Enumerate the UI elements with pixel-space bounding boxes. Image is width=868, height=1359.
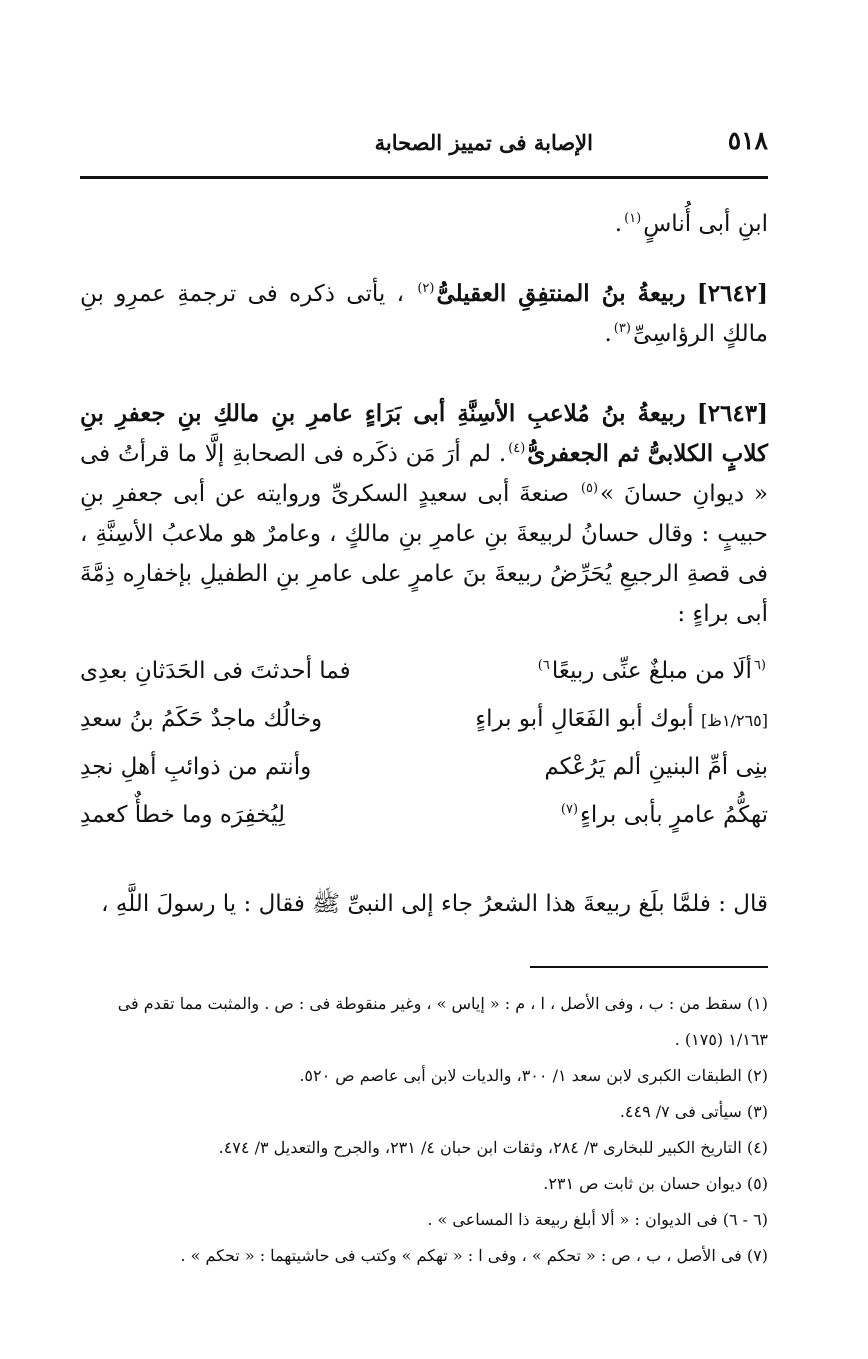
entry-text-2643-part1: . لم أرَ مَن ذكَره فى الصحابةِ إلَّا ما قرأتُ فى « ديوانِ حسانَ » <box>80 441 768 507</box>
footnote-separator <box>530 966 768 968</box>
poem <box>80 658 768 850</box>
footnote-ref-6-close: ٦) <box>537 658 550 674</box>
verse-1-first-hemistich: $^{(٦}$ألَا من مبلغٌ عنِّى ربيعًا$^{٦)}$ <box>537 658 766 684</box>
verse-3-first-hemistich: بنِى أمِّ البنينِ ألم يَرُعْكم <box>544 754 768 780</box>
verse-2-first-hemistich: [١/٢٦٥ظ] أبوك أبو الفَعَالِ أبو براءٍ <box>475 706 768 732</box>
verse-1-second-hemistich: فما أحدثتَ فى الحَدَثانِ بعدِى <box>80 658 351 684</box>
footnote-ref-2: (٢) <box>417 281 435 297</box>
footnote-ref-7: (٧) <box>560 802 579 818</box>
manuscript-ref: [١/٢٦٥ظ] <box>700 711 768 730</box>
verse-2-second-hemistich: وخالُك ماجدٌ حَكَمُ بنُ سعدِ <box>80 706 323 732</box>
verse-4-second-hemistich: لِيُخفِرَه وما خطأٌ كعمدِ <box>80 802 286 828</box>
entry-2643 <box>80 394 768 634</box>
entry-text-2642: ، يأتى ذكره فى ترجمةِ عمرِو بنِ مالكٍ الرؤاسِىِّ <box>80 281 768 347</box>
header-rule <box>80 176 768 179</box>
footnote-ref-6-open: (٦ <box>753 658 766 674</box>
footnote-7: (٧) فى الأصل ، ب ، ص : « تحكم » ، وفى ا : « تهكم » وكتب فى حاشيتهما : « تحكم » . <box>180 1246 768 1265</box>
entry-name-2642: ربيعةُ بنُ المنتفِقِ العقيلىُّ <box>436 280 686 307</box>
verse-4-first-hemistich: تهكُّمُ عامرٍ بأبى براءٍ$^{(٧)}$ <box>560 802 768 828</box>
entry-text-2643-part2: صنعةَ أبى سعيدٍ السكرىِّ وروايته عن أبى جعفرِ بنِ حبيبٍ : وقال حسانُ لربيعةَ بنِ عامرِ بنِ مالكٍ ، وعامرٌ هو ملاعبُ الأسِنَّةِ ، فى قصةِ الرجيعِ يُحَرِّضُ ربيعةَ بنَ عامرٍ على عامرِ بنِ الطفيلِ بإخفارِه ذِمَّةَ أبى براءٍ : <box>80 481 768 627</box>
verse-3 <box>80 754 768 802</box>
footnote-ref-3: (٣) <box>613 321 631 337</box>
continuation-end: . <box>614 211 623 237</box>
verse-4 <box>80 802 768 850</box>
footnote-3: (٣) سيأتى فى ٧/ ٤٤٩. <box>619 1102 768 1121</box>
footnote-ref-4: (٤) <box>508 441 526 457</box>
continuation-text: ابنِ أبى أُناسٍ <box>643 211 768 237</box>
continuation-paragraph <box>80 204 768 244</box>
footnotes <box>80 986 768 1274</box>
verse-2 <box>80 706 768 754</box>
entry-name-2643: ربيعةُ بنُ مُلاعبِ الأسِنَّةِ أبى بَرَاءٍ عامرِ بنِ مالكِ بنِ جعفرِ بنِ كلابٍ الكلابىُّ ثم الجعفرىُّ <box>80 400 768 467</box>
footnote-ref-1: (١) <box>624 211 642 227</box>
page-header <box>80 126 768 168</box>
verse-1 <box>80 658 768 706</box>
footnote-5: (٥) ديوان حسان بن ثابت ص ٢٣١. <box>543 1174 768 1193</box>
entry-number-2643: [٢٦٤٣] <box>696 400 769 427</box>
closing-paragraph: قال : فلمَّا بلَغ ربيعةَ هذا الشعرُ جاء إلى النبىِّ ﷺ فقال : يا رسولَ اللَّهِ ، <box>101 891 768 917</box>
page-number: ٥١٨ <box>727 126 768 155</box>
footnote-4: (٤) التاريخ الكبير للبخارى ٣/ ٢٨٤، وثقات ابن حبان ٤/ ٢٣١، والجرح والتعديل ٣/ ٤٧٤. <box>218 1138 768 1157</box>
footnote-1: (١) سقط من : ب ، وفى الأصل ، ا ، م : « إياس » ، وغير منقوطة فى : ص . والمثبت مما تقدم فى ١/١٦٣ (١٧٥) . <box>117 994 768 1049</box>
footnote-2: (٢) الطبقات الكبرى لابن سعد ١/ ٣٠٠، والديات لابن أبى عاصم ص ٥٢٠. <box>299 1066 768 1085</box>
entry-2642 <box>80 274 768 354</box>
verse-3-second-hemistich: وأنتم من ذوائبِ أهلِ نجدِ <box>80 754 312 780</box>
footnote-ref-5: (٥) <box>580 481 599 497</box>
running-title: الإصابة فى تمييز الصحابة <box>374 130 593 155</box>
entry-number-2642: [٢٦٤٢] <box>696 280 769 307</box>
footnote-6: (٦ - ٦) فى الديوان : « ألا أبلغ ربيعة ذا المساعى » . <box>427 1210 768 1229</box>
entry-end-2642: . <box>604 321 612 347</box>
